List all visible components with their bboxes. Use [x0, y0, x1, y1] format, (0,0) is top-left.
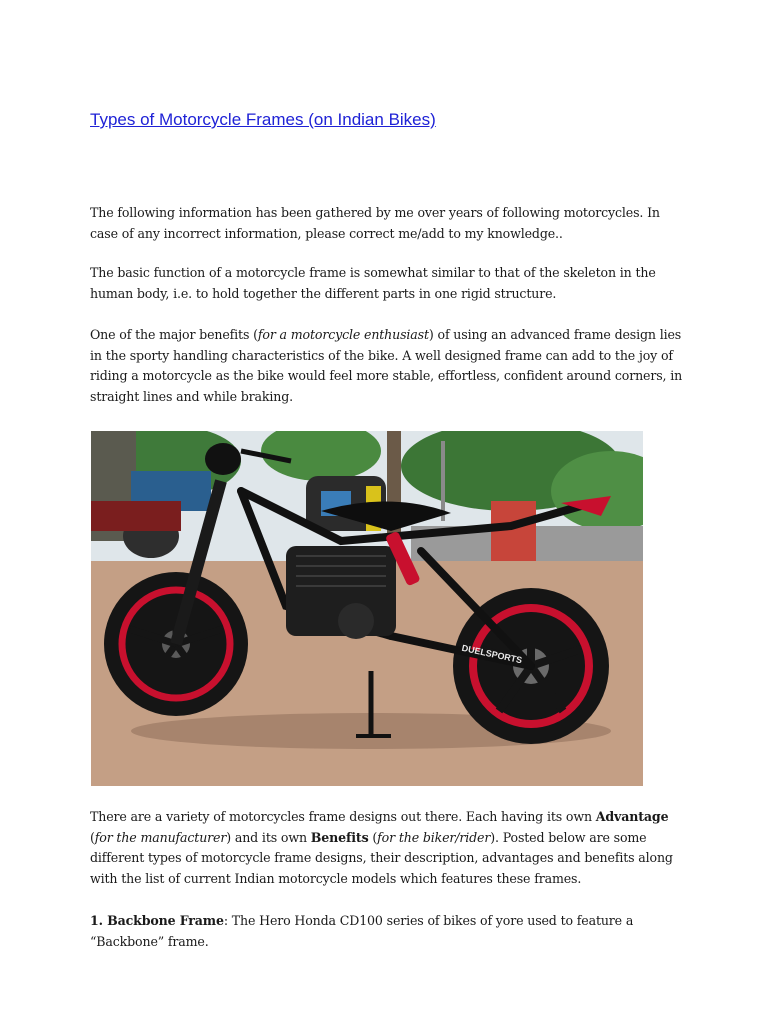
text-run: ). Posted below are some different types of motorcycle frame designs, their description, advantages and benefits along with the list of current Indian motorcycle models which features these frames. — [90, 829, 673, 886]
swingarm-decal: DUELSPORTS — [460, 642, 524, 666]
italic-run: for the manufacturer — [94, 829, 227, 845]
page-title-link[interactable]: Types of Motorcycle Frames (on Indian Bikes) — [90, 110, 436, 129]
text-run: ) of using an advanced frame design lies in the sporty handling characteristics of the bike. A well designed frame can add to the joy of riding a motorcycle as the bike would feel more stable, effortless, confident around corners, in straight lines and while braking. — [90, 327, 683, 404]
text-run: One of the major benefits ( — [90, 327, 258, 342]
text-run: ( — [90, 829, 95, 845]
frame-designs-paragraph — [90, 807, 690, 889]
italic-run: for the biker/rider — [377, 829, 491, 845]
italic-run: for a motorcycle enthusiast — [257, 327, 429, 342]
text-run: ) and its own — [226, 829, 311, 845]
bold-run: Benefits — [310, 829, 369, 845]
benefits-paragraph — [90, 325, 690, 407]
backbone-frame-paragraph — [90, 911, 690, 952]
intro-paragraph: The following information has been gathered by me over years of following motorcycles. In case of any incorrect information, please correct me/add to my knowledge.. — [90, 205, 660, 241]
frame-function-paragraph: The basic function of a motorcycle frame is somewhat similar to that of the skeleton in the human body, i.e. to hold together the different parts in one rigid structure. — [90, 265, 656, 301]
list-number: 1. — [90, 913, 108, 928]
bold-run: Advantage — [595, 809, 669, 824]
text-run: ( — [368, 829, 378, 845]
motorcycle-photo — [91, 431, 643, 786]
text-run: : The Hero Honda CD100 series of bikes of yore used to feature a “Backbone” frame. — [90, 913, 634, 949]
text-run: There are a variety of motorcycles frame designs out there. Each having its own — [90, 809, 596, 824]
bold-run: Backbone Frame — [107, 913, 224, 928]
